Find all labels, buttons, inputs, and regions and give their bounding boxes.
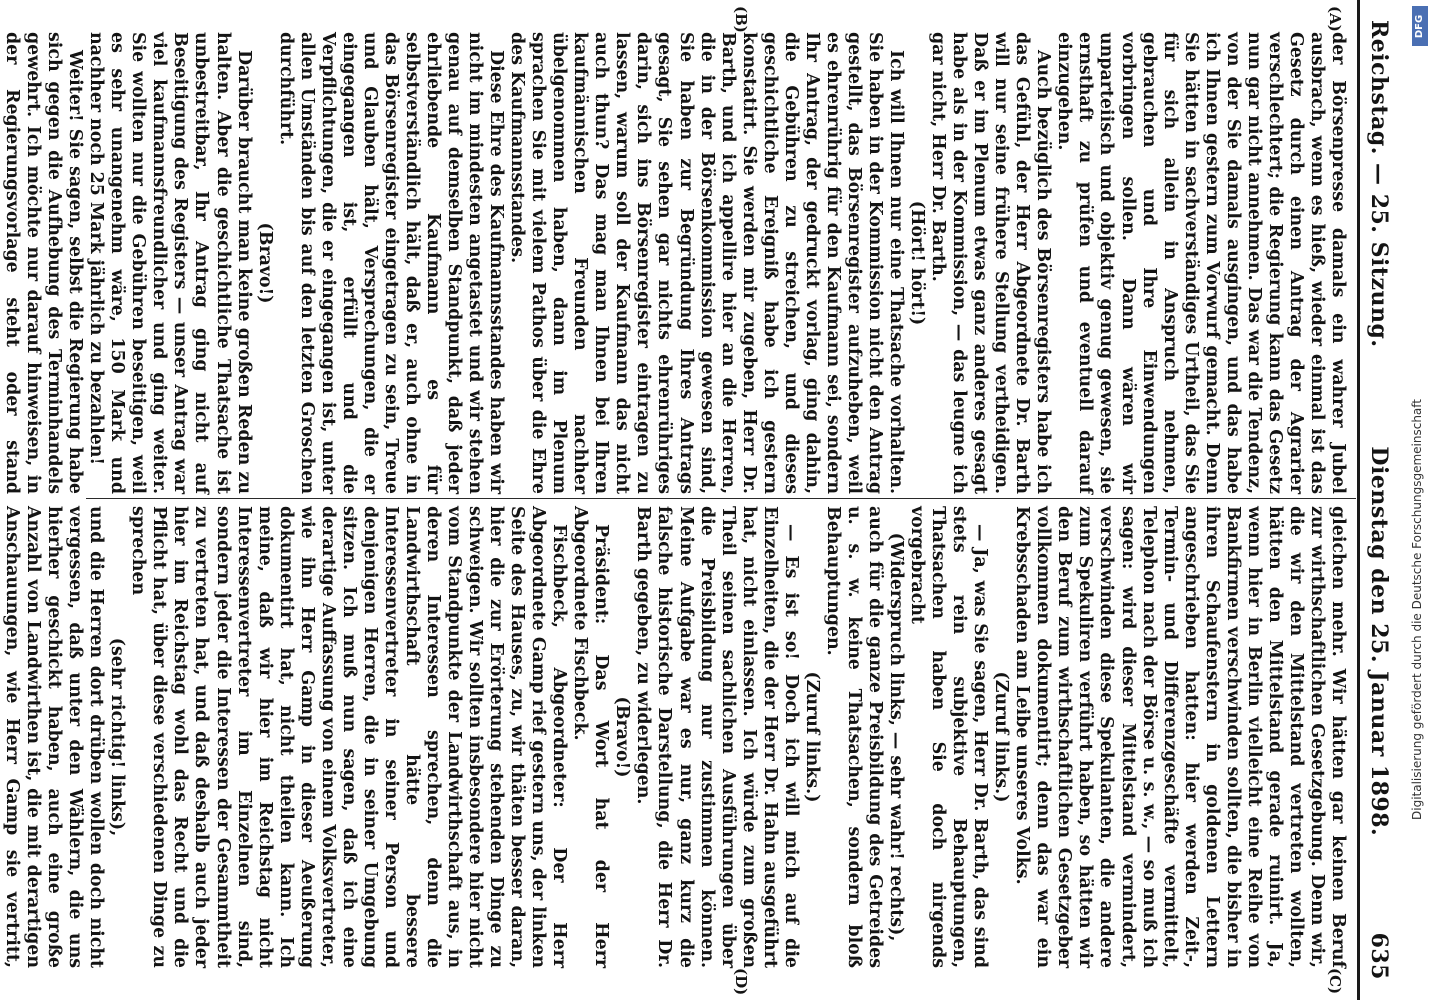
margin-mark-d: (D) — [732, 968, 750, 996]
paragraph: Diese Ehre des Kaufmannsstandes haben wir nicht im mindesten angetastet und wir stehen genau auf demselben Standpunkt, daß jeder ehrliebende Kaufmann es für selbstverständlich hält, daß er, auch ohne in das Börsenregister eingetragen zu sein, Treue und Glauben hält, Versprechungen, die er eingegangen ist, erfüllt und die Verpflichtungen, die er eingegangen ist, unter allen Umständen bis auf den letzten Groschen durchführt. — [275, 32, 507, 494]
interjection: (Bravo!) — [612, 696, 633, 778]
page-header — [1364, 20, 1392, 980]
paragraph: der Börsenpresse damals ein wahrer Jubel ausbrach, wenn es hieß, wieder einmal ist das Gesetz durch einen Antrag der Agrarier verschlechtert; die Regierung kann das Gesetz nun gar nicht annehmen. Das war die Tendenz, von der Sie damals ausgingen, und das habe ich Ihnen gestern zum Vorwurf gemacht. Denn Sie hätten in sachverständiges Urtheil, das Sie für sich allein in Anspruch nehmen, gebrauchen und Ihre Einwendungen vorbringen sollen. Dann wären wir unparteiisch und objektiv genug gewesen, sie ernsthaft zu prüfen und eventuell darauf einzugehen. — [1054, 32, 1348, 494]
paragraph: Auch bezüglich des Börsenregisters habe ich das Gefühl, der Herr Abgeordnete Dr. Barth will nur seine frühere Stellung vertheidigen. Daß er im Plenum etwas ganz anderes gesagt habe als in der Kommission, — das leugne ich gar nicht, Herr Dr. Barth. — [928, 32, 1054, 494]
header-date: Dienstag den 25. Januar 1898. — [1366, 446, 1392, 837]
watermark-text: Digitalisierung gefördert durch die Deutsche Forschungsgemeinschaft — [1410, 398, 1424, 820]
margin-mark-b: (B) — [732, 6, 750, 33]
interjection: (Hört! hört!) — [907, 200, 928, 326]
dfg-logo: DFG — [1412, 6, 1428, 46]
interjection: (sehr richtig! links), — [107, 637, 128, 837]
digitization-watermark — [1408, 52, 1430, 832]
speaker-paragraph: Fischbeck, Abgeordneter: Der Herr Abgeordnete Gamp rief gestern uns, der linken Seite des Hauses, zu, wir thäten besser daran, hier die zur Erörterung stehenden Dinge zu schweigen. Wir sollten insbesondere hier nicht vom Standpunkte der Landwirthschaft aus, in deren Interessen sprechen, denn die Landwirthschaft hätte bessere Interessenvertreter in seiner Person und denjenigen Herren, die in seiner Umgebung sitzen. Ich muß nun sagen, daß ich eine derartige Auffassung von einem Volksvertreter, wie ihn Herr Gamp in dieser Aeußerung dokumentirt hat, nicht theilen kann. Ich meine, daß wir hier im Reichstag nicht Interessenvertreter im Einzelnen sind, sondern jeder die Interessen der Gesammtheit zu vertreten hat, und daß deshalb auch jeder hier im Reichstag wohl das Recht und die Pflicht hat, über diese verschiedenen Dinge zu sprechen — [128, 506, 570, 968]
right-column — [2, 506, 1348, 968]
interjection: (Zuruf links.) — [801, 671, 822, 803]
column-divider — [86, 498, 1356, 499]
header-left: Reichstag. — 25. Sitzung. — [1366, 20, 1392, 348]
margin-mark-c: (C) — [1326, 968, 1344, 995]
header-right — [1366, 446, 1392, 980]
speaker-president: Präsident: Das Wort hat der Herr Abgeordnete Fischbeck. — [570, 506, 612, 968]
paragraph: — Ja, was Sie sagen, Herr Dr. Barth, das sind stets rein subjektive Behauptungen, Thatsachen haben Sie doch nirgends vorgebracht — [907, 506, 991, 968]
paragraph: Weiter! Sie sagen, selbst die Regierung habe sich gegen die Aufhebung des Terminhandels gewehrt. Ich möchte nur darauf hinweisen, in der Regierungsvorlage steht oder stand — [2, 32, 86, 494]
paragraph: Darüber braucht man keine großen Reden zu halten. Aber die geschichtliche Thatsache ist unbestreitbar, Ihr Antrag ging nicht auf Beseitigung des Registers — unser Antrag war viel kaufmannsfreundlicher und ging weiter. Sie wollten nur die Gebühren beseitigen, weil es sehr unangenehm wäre, 150 Mark und nachher noch 25 Mark jährlich zu bezahlen! — [86, 32, 254, 494]
page-number: 635 — [1366, 932, 1392, 980]
paragraph: — Es ist so! Doch ich will mich auf die Einzelheiten, die der Herr Dr. Hahn ausgeführt hat, nicht einlassen. Ich würde zum großen Theil seinen sachlichen Ausführungen über die Preisbildung nur zustimmen können. Meine Aufgabe war es nur, ganz kurz die falsche historische Darstellung, die Herr Dr. Barth gegeben, zu widerlegen. — [633, 506, 801, 968]
paragraph: auch für die ganze Preisbildung des Getreides u. s. w. keine Thatsachen, sondern bloß Behauptungen. — [822, 506, 885, 968]
paragraph: und die Herren dort drüben wollen doch nicht vergessen, daß unter den Wählern, die uns hierher geschickt haben, auch eine große Anzahl von Landwirthen ist, die mit derartigen Anschauungen, wie Herr Gamp sie vertritt, — [2, 506, 107, 968]
rotated-page — [2, 0, 1400, 1000]
margin-mark-a: (A) — [1326, 6, 1344, 32]
interjection: (Widerspruch links, — sehr wahr! rechts), — [886, 532, 907, 942]
interjection: (Zuruf links.) — [991, 671, 1012, 803]
interjection: (Bravo!) — [254, 222, 275, 304]
left-column — [2, 32, 1348, 494]
paragraph: Ich will Ihnen nur eine Thatsache vorhalten. Sie haben in der Kommission nicht den Antrag gestellt, das Börsenregister aufzuheben, weil es ehrenrührig für den Kaufmann sei, sondern Ihr Antrag, der gedruckt vorlag, ging dahin, die Gebühren zu streichen, und dieses geschichtliche Ereigniß habe ich gestern konstatirt. Sie werden mir zugeben, Herr Dr. Barth, und ich appellire hier an die Herren, die in der Börsenkommission gewesen sind, Sie haben zur Begründung Ihres Antrags gesagt, Sie sehen gar nichts ehrenrühriges darin, sich ins Börsenregister eintragen zu lassen, warum soll der Kaufmann das nicht auch thun? Das mag man Ihnen bei Ihren kaufmännischen Freunden nachher übelgenommen haben, dann im Plenum sprachen Sie mit vielem Pathos über die Ehre des Kaufmannsstandes. — [507, 32, 907, 494]
paragraph: gleichen mehr. Wir hätten gar keinen Beruf zur wirthschaftlichen Gesetzgebung. Denn wir, die wir den Mittelstand vertreten wollten, hätten den Mittelstand gerade ruinirt. Ja, wenn hier in Berlin vielleicht eine Reihe von Bankfirmen verschwinden sollten, die bisher in ihren Schaufenstern in goldenen Lettern angeschrieben hatten: hier werden Zeit-, Termin- und Differenzgeschäfte vermittelt, Telephon nach der Börse u. s. w., — so muß ich sagen: wird dieser Mittelstand vermindert, verschwinden diese Spekulanten, die andere zum Spekuliren verführt haben, so hätten wir den Beruf zum wirthschaftlichen Gesetzgeber vollkommen dokumentirt; denn das war ein Krebsschaden am Leibe unseres Volks. — [1012, 506, 1348, 968]
header-rule — [1357, 0, 1360, 1000]
